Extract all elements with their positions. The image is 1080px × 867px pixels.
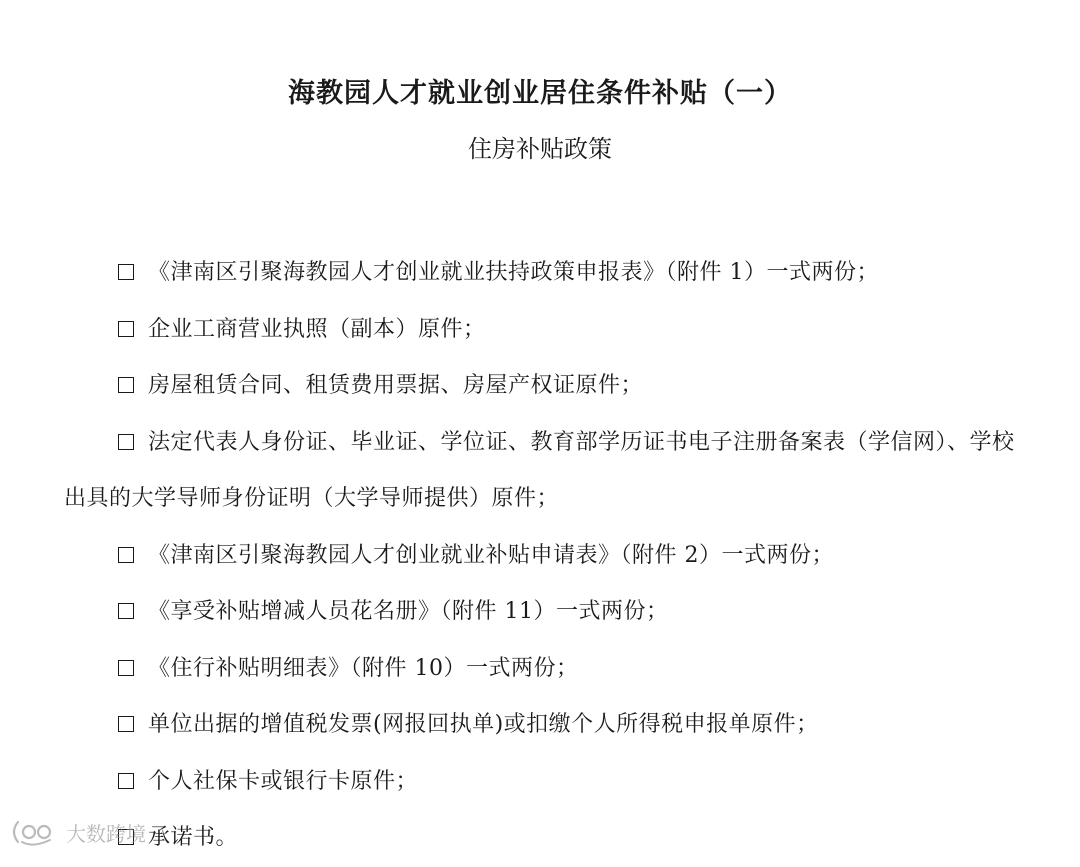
checklist-item	[64, 302, 1024, 359]
checklist-item	[64, 584, 1024, 641]
checklist-item	[64, 528, 1024, 585]
checklist-item-text: 法定代表人身份证、毕业证、学位证、教育部学历证书电子注册备案表（学信网）、学校出具的大学导师身份证明（大学导师提供）原件；	[64, 429, 1015, 511]
document-title: 海教园人才就业创业居住条件补贴（一）	[288, 78, 792, 109]
checkbox-icon	[118, 716, 134, 732]
watermark-text: 大数跨境	[66, 821, 146, 846]
checklist-item-text: 《津南区引聚海教园人才创业就业补贴申请表》（附件 2）一式两份；	[148, 542, 834, 568]
checklist-item	[64, 697, 1024, 754]
checkbox-icon	[118, 603, 134, 619]
checklist-item-text: 单位出据的增值税发票(网报回执单)或扣缴个人所得税申报单原件；	[148, 712, 819, 737]
checklist-item	[64, 358, 1024, 415]
checklist-item-text: 企业工商营业执照（副本）原件；	[148, 316, 486, 342]
watermark	[8, 814, 146, 850]
checklist-item	[64, 415, 1024, 528]
checkbox-icon	[118, 547, 134, 563]
checklist-item-text: 承诺书。	[148, 825, 239, 850]
checkbox-icon	[118, 264, 134, 280]
checklist-item-text: 《住行补贴明细表》（附件 10）一式两份；	[148, 655, 579, 681]
checklist-item	[64, 754, 1024, 811]
checkbox-icon	[118, 321, 134, 337]
checklist-item-text: 《享受补贴增减人员花名册》（附件 11）一式两份；	[148, 599, 669, 624]
watermark-logo-icon	[8, 818, 58, 846]
checkbox-icon	[118, 377, 134, 393]
checklist-item	[64, 641, 1024, 698]
checklist-item-text: 房屋租赁合同、租赁费用票据、房屋产权证原件；	[148, 373, 644, 398]
checkbox-icon	[118, 660, 134, 676]
checklist	[64, 245, 1024, 867]
checklist-item-text: 个人社保卡或银行卡原件；	[148, 768, 419, 794]
checklist-item	[64, 810, 1024, 867]
checklist-item-text: 《津南区引聚海教园人才创业就业扶持政策申报表》（附件 1）一式两份；	[148, 260, 879, 285]
checkbox-icon	[118, 434, 134, 450]
checkbox-icon	[118, 773, 134, 789]
document-subtitle: 住房补贴政策	[468, 135, 612, 163]
checklist-item	[64, 245, 1024, 302]
